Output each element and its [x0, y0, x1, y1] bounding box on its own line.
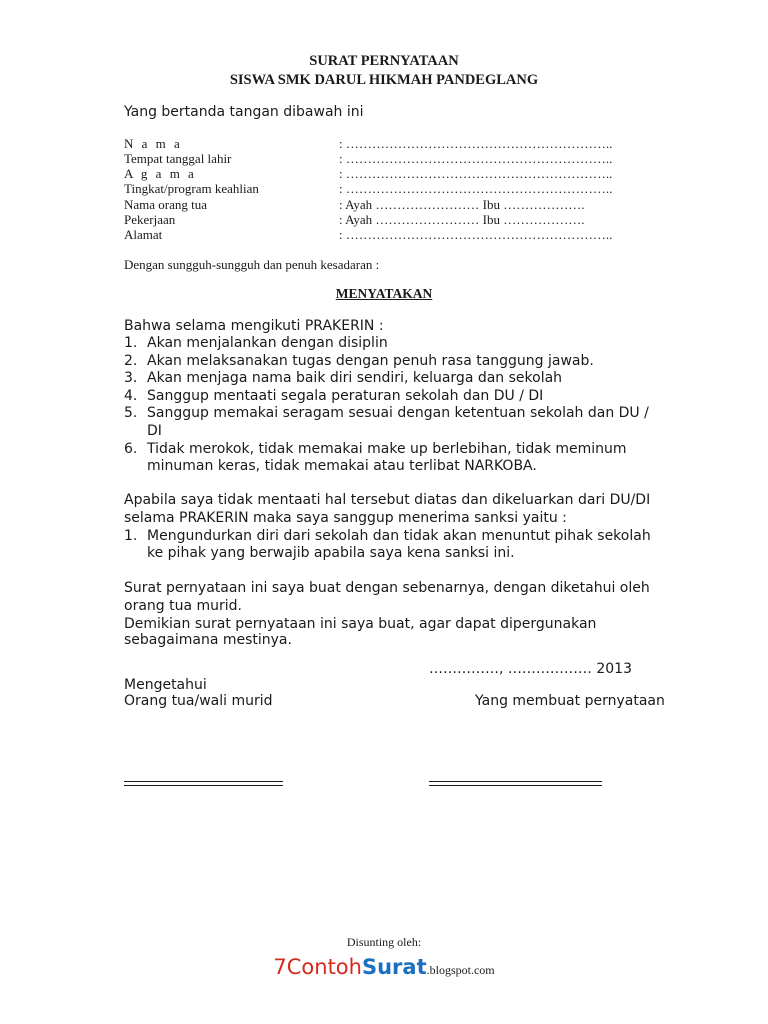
- field-row: [124, 166, 684, 181]
- field-label: Tempat tanggal lahir: [124, 151, 232, 166]
- field-row: [124, 136, 684, 151]
- field-label: Alamat: [124, 227, 163, 242]
- field-row: [124, 151, 684, 166]
- list-item-text: Akan menjalankan dengan disiplin: [147, 335, 388, 351]
- list-item-text: Akan melaksanakan tugas dengan penuh rasa tanggung jawab.: [147, 352, 594, 369]
- field-label: N a m a: [124, 136, 183, 151]
- list-item-number: 6.: [124, 440, 138, 457]
- list-item-text: Sanggup mentaati segala peraturan sekolah dan DU / DI: [147, 387, 544, 404]
- edited-by-label: Disunting oleh:: [346, 935, 422, 949]
- field-row: [124, 181, 684, 196]
- date-line: ……………, ……………… 2013: [429, 661, 632, 677]
- sanction-intro-line1: Apabila saya tidak mentaati hal tersebut diatas dan dikeluarkan dari DU/DI: [124, 492, 651, 508]
- acknowledged-label: Mengetahui: [124, 677, 207, 693]
- document-title-line1: SURAT PERNYATAAN: [309, 53, 459, 69]
- closing-purpose-line2: sebagaimana mestinya.: [124, 632, 292, 648]
- field-value: : ……………………………………………………..: [339, 151, 613, 166]
- logo-contoh: Contoh: [286, 955, 362, 979]
- student-signature-line: [429, 781, 602, 786]
- field-row: [124, 227, 684, 242]
- list-item-number: 5.: [124, 405, 138, 422]
- field-value: : Ayah …………………… Ibu ……………….: [339, 197, 585, 212]
- document-title-line2: SISWA SMK DARUL HIKMAH PANDEGLANG: [229, 72, 539, 88]
- list-item-number: 3.: [124, 370, 138, 387]
- sanction-intro-line2: selama PRAKERIN maka saya sanggup menerima sanksi yaitu :: [124, 510, 567, 526]
- parent-guardian-label: Orang tua/wali murid: [124, 693, 273, 709]
- field-label: Tingkat/program keahlian: [124, 181, 259, 196]
- statement-heading: MENYATAKAN: [335, 286, 433, 301]
- list-item-text: ke pihak yang berwajib apabila saya kena sanksi ini.: [147, 545, 515, 561]
- list-item-text: Mengundurkan diri dari sekolah dan tidak akan menuntut pihak sekolah: [147, 528, 651, 544]
- field-value: : Ayah …………………… Ibu ……………….: [339, 212, 585, 227]
- site-logo: [0, 955, 768, 979]
- field-value: : ……………………………………………………..: [339, 181, 613, 196]
- closing-purpose-line1: Demikian surat pernyataan ini saya buat, agar dapat dipergunakan: [124, 616, 597, 632]
- list-item-text: Akan menjaga nama baik diri sendiri, keluarga dan sekolah: [147, 370, 563, 387]
- intro-text: Yang bertanda tangan dibawah ini: [124, 104, 364, 120]
- student-signer-label: Yang membuat pernyataan: [475, 693, 665, 709]
- field-value: : ……………………………………………………..: [339, 136, 613, 151]
- commitment-intro: Bahwa selama mengikuti PRAKERIN :: [124, 318, 384, 334]
- list-item-text: DI: [147, 423, 162, 439]
- logo-surat: Surat: [361, 955, 427, 979]
- field-label: A g a m a: [124, 166, 197, 181]
- field-label: Pekerjaan: [124, 212, 176, 227]
- list-item-text: Tidak merokok, tidak memakai make up berlebihan, tidak meminum: [147, 440, 627, 457]
- field-value: : ……………………………………………………..: [339, 227, 613, 242]
- field-row: [124, 212, 684, 227]
- field-row: [124, 197, 684, 212]
- logo-seven: 7: [273, 955, 287, 979]
- closing-statement-line2: orang tua murid.: [124, 598, 242, 614]
- acknowledgement-text: Dengan sungguh-sungguh dan penuh kesadaran :: [124, 257, 380, 272]
- field-value: : ……………………………………………………..: [339, 166, 613, 181]
- list-item-number: 2.: [124, 352, 138, 369]
- list-item-text: minuman keras, tidak memakai atau terlibat NARKOBA.: [147, 458, 537, 475]
- list-item-number: 1.: [124, 335, 138, 351]
- list-item-number: 1.: [124, 528, 138, 544]
- field-label: Nama orang tua: [124, 197, 208, 212]
- closing-statement-line1: Surat pernyataan ini saya buat dengan sebenarnya, dengan diketahui oleh: [124, 580, 650, 596]
- parent-signature-line: [124, 781, 283, 786]
- list-item-number: 4.: [124, 387, 138, 404]
- logo-domain: .blogspot.com: [426, 963, 495, 977]
- list-item-text: Sanggup memakai seragam sesuai dengan ketentuan sekolah dan DU /: [147, 405, 649, 422]
